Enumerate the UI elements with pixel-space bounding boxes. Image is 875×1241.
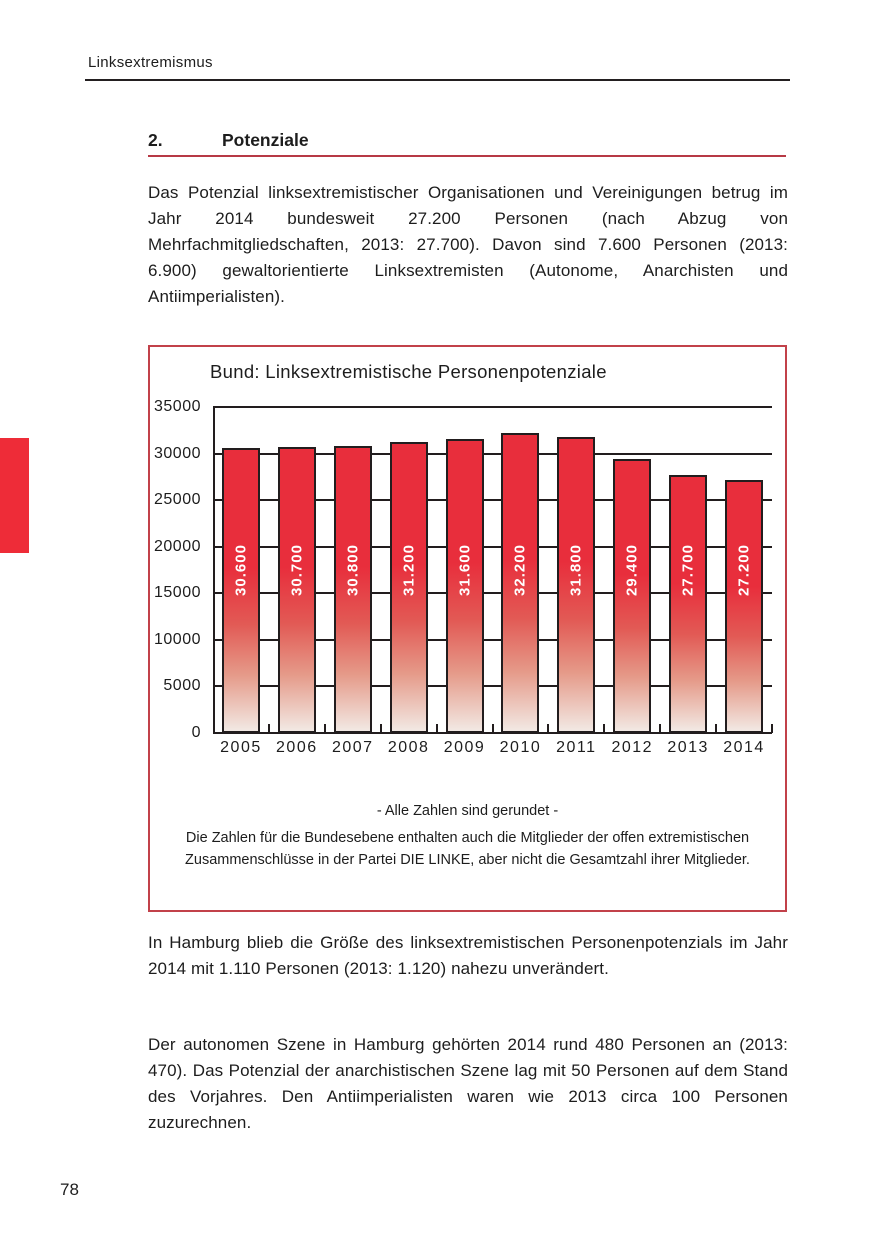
chart-title: Bund: Linksextremistische Personenpotenziale	[210, 361, 607, 382]
y-axis-tick-label: 35000	[154, 398, 201, 415]
section-number: 2.	[148, 130, 163, 150]
x-axis-tick	[547, 724, 549, 733]
bar-value-label-2005: 30.600	[232, 544, 250, 596]
bar-value-label-2007: 30.800	[344, 544, 362, 596]
bar-value-label-2013: 27.700	[679, 544, 697, 596]
x-axis-label-2010: 2010	[499, 739, 542, 756]
x-axis-tick	[380, 724, 382, 733]
bar-chart-figure	[148, 345, 787, 912]
y-axis-tick-label: 15000	[154, 584, 201, 602]
x-axis-tick	[659, 724, 661, 733]
y-axis-line	[213, 407, 215, 734]
x-axis-tick	[715, 724, 717, 733]
y-axis-tick-label: 0	[191, 724, 201, 741]
bar-value-label-2009: 31.600	[456, 544, 474, 596]
chart-note-die-linke: Die Zahlen für die Bundesebene enthalten auch die Mitglieder der offen extremistischen Zusammenschlüsse in der Partei DIE LINKE, aber nicht die Gesamtzahl ihrer Mitglieder.	[185, 830, 750, 868]
bar-value-label-2012: 29.400	[623, 544, 641, 596]
y-axis-tick-label: 20000	[154, 537, 201, 555]
header-rule	[85, 79, 790, 81]
bar-value-label-2008: 31.200	[400, 544, 418, 596]
bar-2014	[725, 480, 763, 733]
y-axis-tick-label: 25000	[154, 491, 201, 509]
paragraph-autonome-szene: Der autonomen Szene in Hamburg gehörten 2014 rund 480 Personen an (2013: 470). Das Potenzial der anarchistischen Szene lag mit 50 Personen auf dem Stand des Vorjahres. Den Antiimperialisten waren wie 2013 circa 100 Personen zuzurechnen.	[148, 1035, 788, 1132]
y-axis-tick-label: 30000	[154, 444, 201, 462]
section-heading-rule	[148, 155, 786, 157]
x-axis-label-2013: 2013	[667, 739, 709, 756]
plot-area	[154, 398, 772, 756]
x-axis-label-2014: 2014	[723, 739, 765, 756]
y-axis-tick-label: 10000	[154, 630, 201, 648]
bar-2013	[669, 475, 707, 733]
x-axis-label-2009: 2009	[443, 739, 486, 756]
paragraph-potenzial-bund: Das Potenzial linksextremistischer Organisationen und Vereinigungen betrug im Jahr 2014 bundesweit 27.200 Personen (nach Abzug von Mehrfachmitgliedschaften, 2013: 27.700). Davon sind 7.600 Personen (2013: 6.900) gewaltorientierte Linksextremisten (Autonome, Anarchisten und Antiimperialisten).	[148, 183, 788, 306]
section-title: Potenziale	[222, 130, 309, 150]
x-axis-tick	[268, 724, 270, 733]
bar-value-label-2006: 30.700	[288, 544, 306, 596]
x-axis-label-2008: 2008	[387, 739, 430, 756]
bar-2012	[613, 459, 651, 733]
page-number: 78	[60, 1180, 79, 1199]
x-axis-tick	[436, 724, 438, 733]
section-heading	[148, 130, 309, 151]
x-axis-tick	[771, 724, 773, 733]
x-axis-label-2005: 2005	[220, 739, 262, 756]
gridline-35000	[213, 406, 772, 408]
x-axis-tick	[603, 724, 605, 733]
chart-note-rounded: - Alle Zahlen sind gerundet -	[376, 803, 559, 819]
paragraph-hamburg-potenzial: In Hamburg blieb die Größe des linksextremistischen Personenpotenzials im Jahr 2014 mit 1.110 Personen (2013: 1.120) nahezu unverändert.	[148, 933, 788, 978]
red-side-tab	[0, 438, 29, 553]
x-axis-label-2007: 2007	[331, 739, 374, 756]
bar-value-label-2010: 32.200	[511, 544, 529, 596]
y-axis-tick-label: 5000	[163, 677, 201, 695]
running-header: Linksextremismus	[88, 54, 213, 71]
x-axis-label-2012: 2012	[611, 739, 654, 756]
bar-value-label-2011: 31.800	[567, 544, 585, 596]
x-axis-tick	[324, 724, 326, 733]
bar-value-label-2014: 27.200	[735, 544, 753, 596]
x-axis-label-2011: 2011	[556, 739, 597, 756]
x-axis-label-2006: 2006	[276, 739, 318, 756]
x-axis-tick	[492, 724, 494, 733]
